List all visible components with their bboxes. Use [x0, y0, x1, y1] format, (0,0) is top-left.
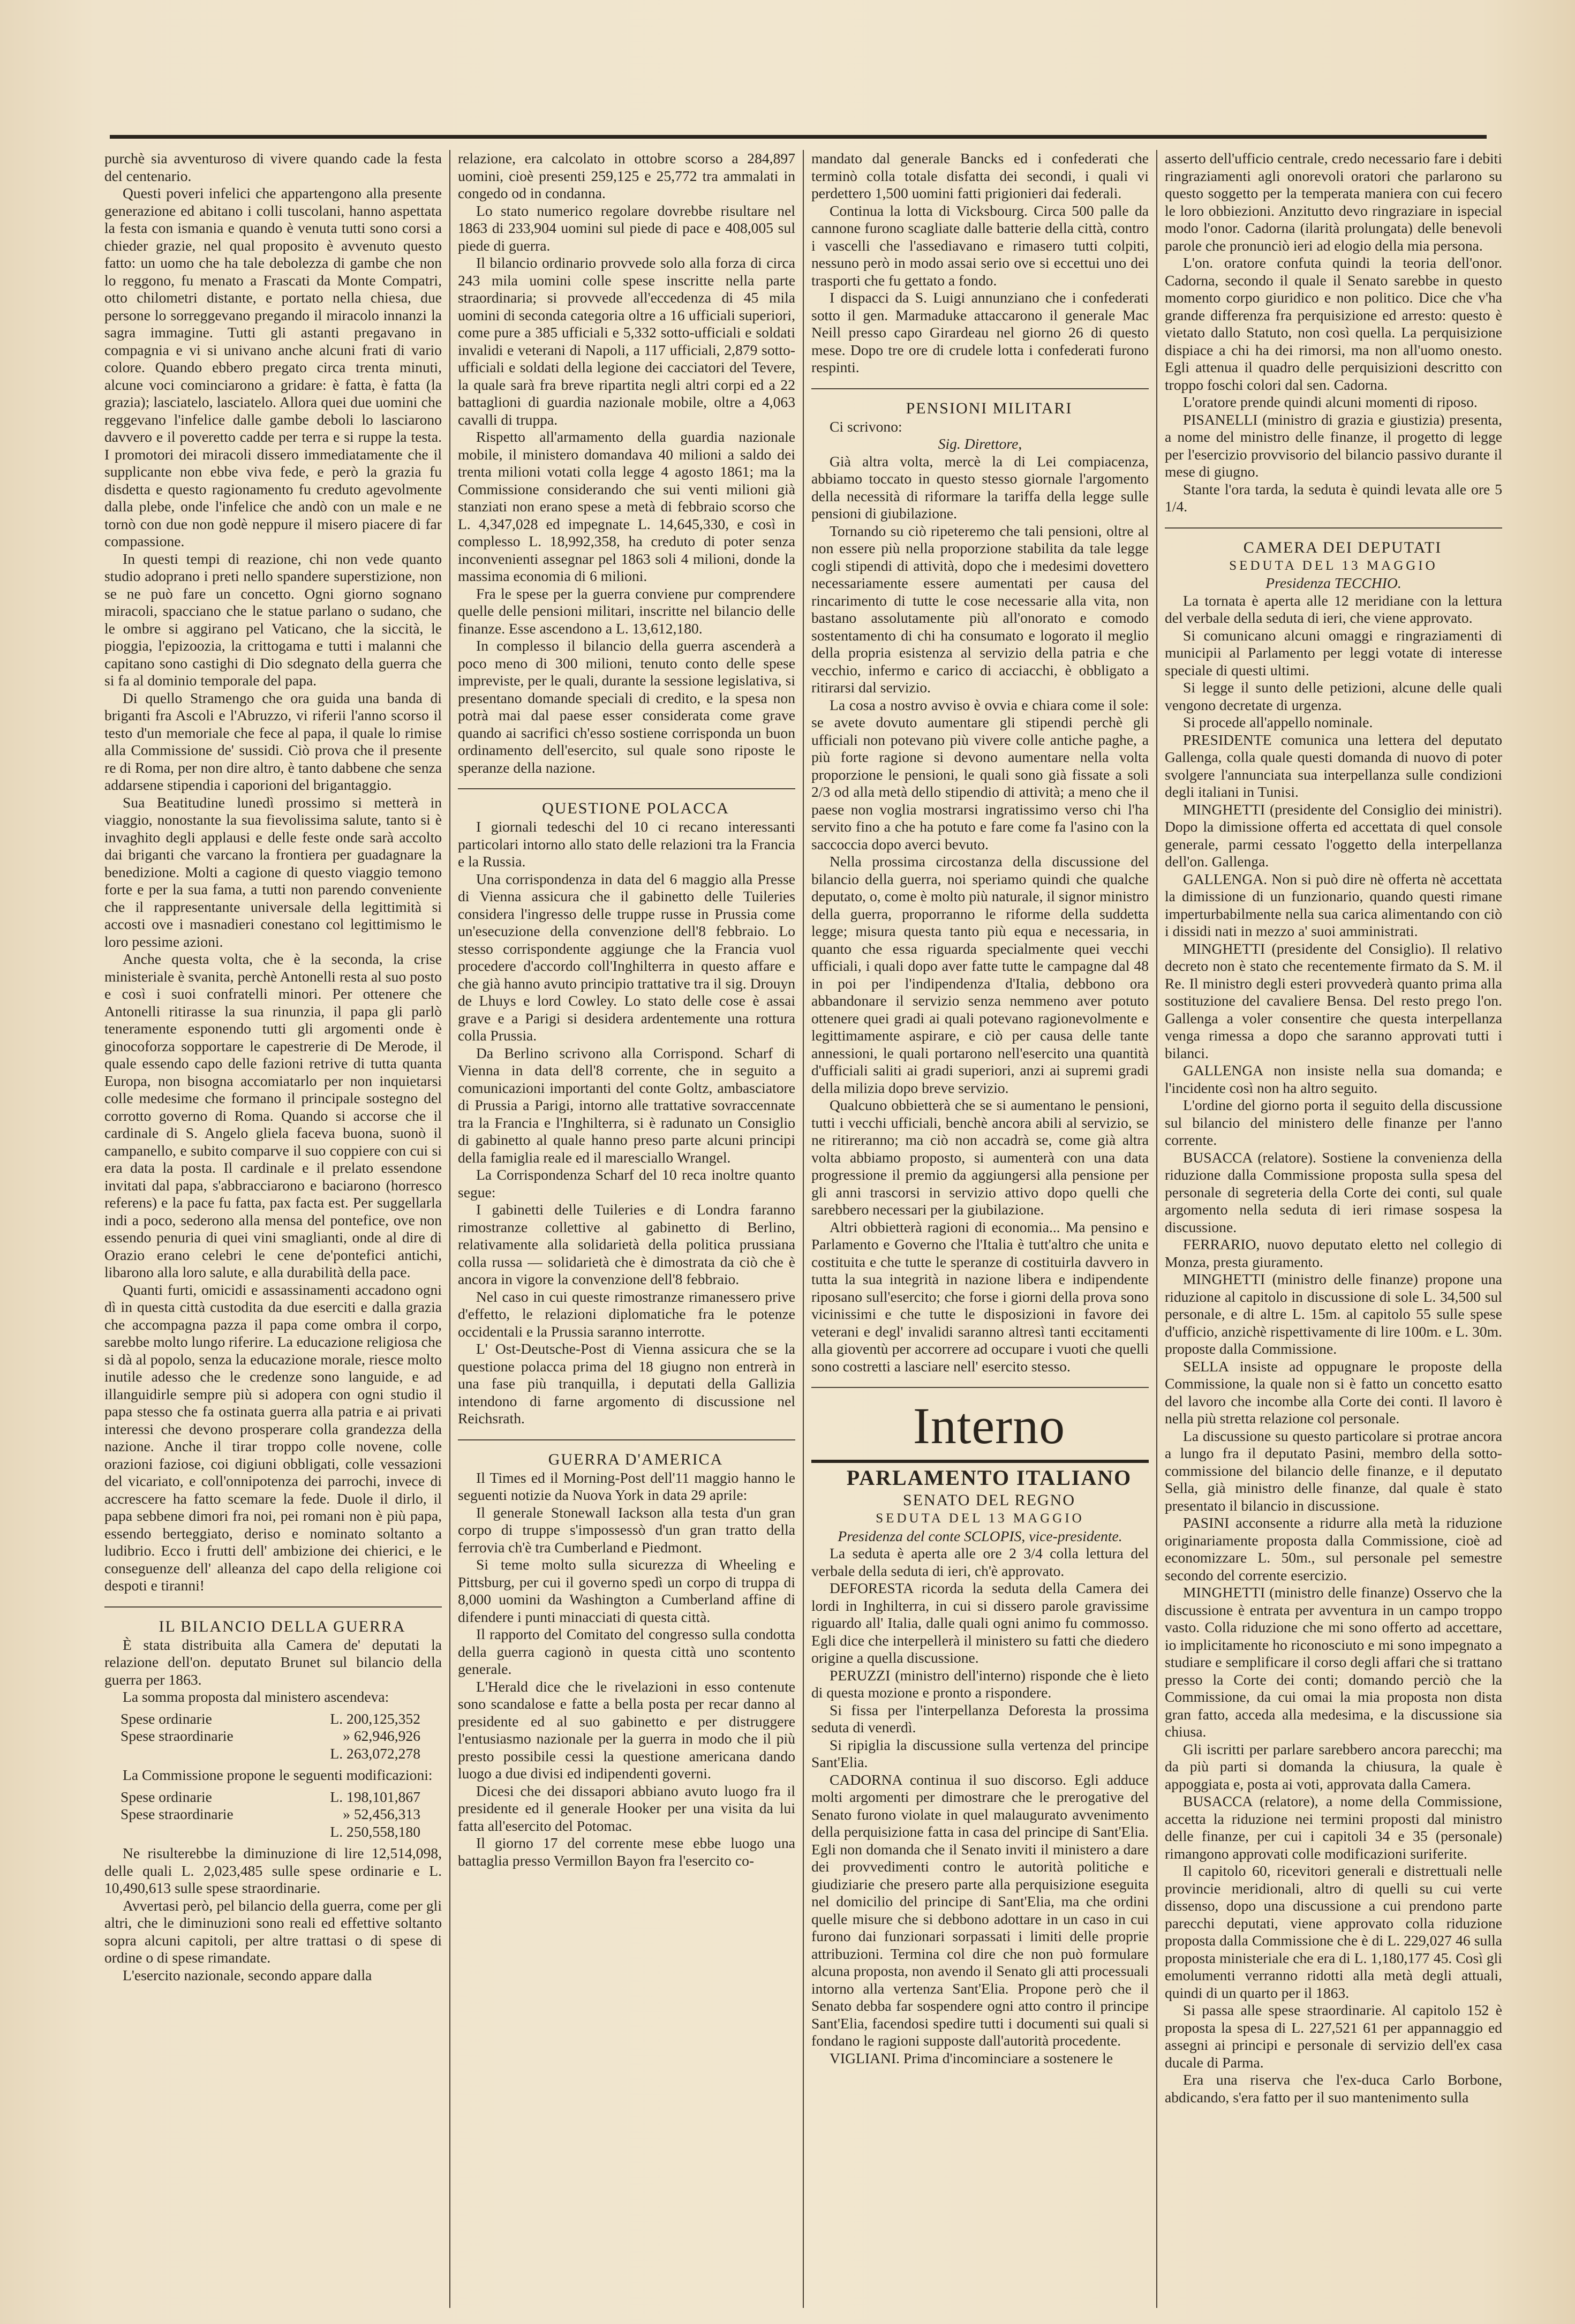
- column-divider: [803, 150, 804, 2308]
- paragraph: Qualcuno obbietterà che se si aumentano le pensioni, tutti i vecchi ufficiali, benchè ancora abili al servizio, se ne ritireranno; ma ciò non accadrà se, come già altra volta abbiamo proposto, si aumenterà con una data progressione il premio da aggiungersi alla pensione per gli anni trascorsi in servizio attivo dopo quelli che sarebbero necessari per la giubilazione.: [811, 1097, 1149, 1218]
- paragraph: È stata distribuita alla Camera de' deputati la relazione dell'on. deputato Brunet sul bilancio della guerra per 1863.: [104, 1636, 442, 1688]
- figures-row: Spese straordinarie » 62,946,926: [120, 1727, 420, 1744]
- paragraph: BUSACCA (relatore), a nome della Commissione, accetta la riduzione nei termini proposti dal ministro delle finanze, per cui i capitoli 34 e 35 (personale) rimangono approvati colle modificazioni suriferite.: [1165, 1793, 1502, 1862]
- paragraph: DEFORESTA ricorda la seduta della Camera dei lordi in Inghilterra, in cui si dissero parole gravissime riguardo all' Italia, dalle quali ogni animo fu commosso. Egli dice che interpellerà il ministero su fatti che diedero origine a quella discussione.: [811, 1580, 1149, 1666]
- paragraph: L'oratore prende quindi alcuni momenti di riposo.: [1183, 394, 1478, 410]
- paragraph: PERUZZI (ministro dell'interno) risponde che è lieto di questa mozione e pronto a rispondere.: [811, 1666, 1149, 1701]
- column-divider: [449, 150, 450, 2308]
- paragraph: La somma proposta dal ministero ascendeva:: [123, 1688, 389, 1705]
- section-title-interno: Interno: [913, 1397, 1066, 1454]
- paragraph: GALLENGA non insiste nella sua domanda; e l'incidente così non ha altro seguito.: [1165, 1062, 1502, 1096]
- paragraph: Si comunicano alcuni omaggi e ringraziamenti di municipii al Parlamento per leggi votate di interesse speciale di questi ultimi.: [1165, 627, 1502, 678]
- paragraph: MINGHETTI (ministro delle finanze) propone una riduzione al capitolo in discussione di sole L. 34,500 sul personale, e di altre L. 15m. al capitolo 55 sulle spese d'ufficio, anzichè rispettivamente di lire 100m. e L. 30m. proposte dalla Commissione.: [1165, 1271, 1502, 1357]
- paragraph: La cosa a nostro avviso è ovvia e chiara come il sole: se avete dovuto aumentare gli stipendi perchè gli ufficiali non potevano più vivere colle antiche paghe, a più forte ragione si devono aumentare nella volta proporzione le pensioni, le quali sono già fissate a soli 2/3 od alla metà dello stipendio di attività; a meno che il paese non voglia mostrarsi ingratissimo verso chi l'ha servito fino a che ha potuto e fare come fa l'asino con la saccoccia dopo averci bevuto.: [811, 696, 1149, 852]
- section-heading-polacca: QUESTIONE POLACCA: [542, 799, 729, 817]
- presidency: Presidenza del conte SCLOPIS, vice-presidente.: [838, 1527, 1122, 1544]
- paragraph: Il bilancio ordinario provvede solo alla forza di circa 243 mila uomini colle spese inscritte nella parte straordinaria; si provvede all'eccedenza di 45 mila uomini di seconda categoria oltre a 16 ufficiali superiori, come pure a 385 ufficiali e 5,332 sotto-ufficiali e soldati invalidi e veterani di Napoli, a 117 ufficiali, 2,879 sotto-ufficiali e soldati della legione dei cacciatori del Tevere, la quale sarà fra breve ripartita negli altri corpi ed a 22 battaglioni di guardia nazionale mobile, oltre a 4,063 cavalli di truppa.: [458, 254, 795, 428]
- paragraph: Era una riserva che l'ex-duca Carlo Borbone, abdicando, s'era fatto per il suo mantenimento sulla: [1165, 2071, 1502, 2106]
- section-divider: [104, 1606, 442, 1608]
- paragraph: La discussione su questo particolare si protrae ancora a lungo fra il deputato Pasini, membro della sotto-commissione del bilancio delle finanze, e il deputato Sella, già ministro delle finanze, dal quale è stato presentato il bilancio in discussione.: [1165, 1427, 1502, 1514]
- section-heading-america: GUERRA D'AMERICA: [548, 1450, 724, 1468]
- section-heading-pensioni: PENSIONI MILITARI: [906, 399, 1073, 417]
- paragraph: I dispacci da S. Luigi annunziano che i confederati sotto il gen. Marmaduke attaccarono il generale Mac Neill presso capo Girardeau nel giorno 26 di questo mese. Dopo tre ore di crudele lotta i confederati furono respinti.: [811, 289, 1149, 375]
- paragraph: Si procede all'appello nominale.: [1183, 714, 1373, 730]
- paragraph: Si fissa per l'interpellanza Deforesta la prossima seduta di venerdì.: [811, 1701, 1149, 1736]
- paragraph: I gabinetti delle Tuileries e di Londra faranno rimostranze collettive al gabinetto di Berlino, relativamente alla solidarietà della politica prussiana colla russa — solidarietà che è dimostrata da ciò che è ancora in vigore la convenzione dell'8 febbraio.: [458, 1201, 795, 1287]
- column-3: [811, 150, 1149, 2308]
- paragraph: L'Herald dice che le rivelazioni in esso contenute sono scandalose e fatte a bella posta per recar danno al presidente ed al suo gabinetto e per distruggere l'entusiasmo nazionale per la guerra in modo che il più presto possibile cessi la questione americana dando luogo a due divisi ed indipendenti governi.: [458, 1678, 795, 1782]
- paragraph: Questi poveri infelici che appartengono alla presente generazione ed abitano i colli tuscolani, hanno aspettata la festa con ismania e quando è venuta tutti sono corsi a chieder grazie, nel qual proposito è avvenuto questo fatto: un uomo che ha tale debolezza di gambe che non lo reggono, fu menato a Frascati da Monte Compatri, otto chilometri distante, e portato nella chiesa, due persone lo sorreggevano pregando il miracolo innanzi la sagra immagine. Tutti gli astanti pregavano in compagnia e vi si univano anche alcuni frati di vario colore. Quando ebbero pregato circa trenta minuti, alcune voci cominciarono a gridare: è fatta, è fatta (la grazia); lasciatelo, lasciatelo. Allora quei due uomini che reggevano l'infelice dalle gambe deboli lo lasciarono davvero e il poveretto cadde per terra e si ruppe la testa. I promotori dei miracoli dissero immediatamente che il supplicante non ebbe viva fede, e però la grazia fu disdetta e questo ragionamento fu creduto agevolmente dalla plebe, onde l'infelice che andò con un male e ne tornò con due non godè neppure il misero piacere di far compassione.: [104, 185, 442, 549]
- paragraph: Gli iscritti per parlare sarebbero ancora parecchi; ma da più parti si domanda la chiusura, la quale è appoggiata e, posta ai voti, approvata dalla Camera.: [1165, 1740, 1502, 1792]
- paragraph: relazione, era calcolato in ottobre scorso a 284,897 uomini, cioè presenti 259,125 e 25,772 tra ammalati in congedo od in condanna.: [458, 150, 795, 201]
- paragraph: L'ordine del giorno porta il seguito della discussione sul bilancio del ministero delle finanze per l'anno corrente.: [1165, 1097, 1502, 1148]
- paragraph: Si legge il sunto delle petizioni, alcune delle quali vengono decretate di urgenza.: [1165, 679, 1502, 713]
- figures-row: Spese ordinarie L. 200,125,352: [120, 1710, 420, 1727]
- paragraph: Rispetto all'armamento della guardia nazionale mobile, il ministero domandava 40 milioni a saldo dei trenta milioni votati colla legge 4 agosto 1861; ma la Commissione considerando che sui venti milioni già stanziati non erano spese a metà di febbraio scorso che L. 4,347,028 ed impegnate L. 14,645,330, e così in complesso L. 18,992,358, ha creduto di poter senza inconvenienti assegnar pel 1863 soli 4 milioni, donde la massima economia di 6 milioni.: [458, 428, 795, 584]
- top-rule: [110, 135, 1487, 139]
- seduta-date: SEDUTA DEL 13 MAGGIO: [876, 1511, 1084, 1526]
- paragraph: Il generale Stonewall Iackson alla testa d'un gran corpo di truppe s'impossessò d'un gran tratto della ferrovia ch'è tra Cumberland e Piedmont.: [458, 1504, 795, 1556]
- paragraph: Il giorno 17 del corrente mese ebbe luogo una battaglia presso Vermillon Bayon fra l'esercito co-: [458, 1835, 795, 1869]
- section-divider: [1165, 527, 1502, 529]
- paragraph: PASINI acconsente a ridurre alla metà la riduzione originariamente proposta dalla Commissione, cioè ad economizzare L. 50m., sul personale pel semestre secondo del corrente esercizio.: [1165, 1514, 1502, 1583]
- paragraph: Lo stato numerico regolare dovrebbe risultare nel 1863 di 233,904 uomini sul piede di pace e 408,005 sul piede di guerra.: [458, 202, 795, 254]
- paragraph: Da Berlino scrivono alla Corrispond. Scharf di Vienna in data dell'8 corrente, che in seguito a comunicazioni importanti del conte Goltz, ambasciatore di Prussia a Parigi, intorno alle trattative sovraccennate tra la Francia e l'Inghilterra, si è radunato un Consiglio di gabinetto al quale hanno preso parte alcuni principi della famiglia reale ed il maresciallo Wrangel.: [458, 1044, 795, 1166]
- seduta-date: SEDUTA DEL 13 MAGGIO: [1229, 558, 1438, 573]
- figures-total: L. 250,558,180: [330, 1823, 420, 1840]
- paragraph: L'esercito nazionale, secondo appare dalla: [123, 1966, 372, 1983]
- paragraph: purchè sia avventuroso di vivere quando cade la festa del centenario.: [104, 150, 442, 184]
- salutation: Sig. Direttore,: [938, 435, 1022, 452]
- paragraph: Continua la lotta di Vicksbourg. Circa 500 palle da cannone furono scagliate dalle batterie della città, contro i vascelli che l'assediavano e rimasero tutti colpiti, nessuno però in modo assai serio ove si eccettui uno dei trasporti che fu gettato a fondo.: [811, 202, 1149, 289]
- figures-table-ministero: [120, 1710, 442, 1763]
- column-1: [104, 150, 442, 2308]
- paragraph: Già altra volta, mercè la di Lei compiacenza, abbiamo toccato in questo stesso giornale l'argomento della necessità di riformare la tariffa della legge sulle pensioni di giubilazione.: [811, 452, 1149, 522]
- figures-row: Spese straordinarie » 52,456,313: [120, 1806, 420, 1822]
- paragraph: Una corrispondenza in data del 6 maggio alla Presse di Vienna assicura che il gabinetto delle Tuileries considera l'ingresso delle truppe russe in Prussia come un'esecuzione della convenzione dell'8 febbraio. Lo stesso corrispondente aggiunge che la Francia vuol procedere d'accordo coll'Inghilterra in questo affare e che già hanno avuto principio trattative tra il sig. Drouyn de Lhuys e lord Cowley. Lo stato delle cose è assai grave e a Parigi si desidera ardentemente una rottura colla Prussia.: [458, 870, 795, 1044]
- paragraph: Il Times ed il Morning-Post dell'11 maggio hanno le seguenti notizie da Nuova York in data 29 aprile:: [458, 1469, 795, 1503]
- heading-camera: CAMERA DEI DEPUTATI: [1243, 538, 1442, 556]
- paragraph: Il capitolo 60, ricevitori generali e distrettuali nelle provincie meridionali, altro di quelli su cui verte dissenso, dopo una discussione a cui prendono parte parecchi deputati, viene approvato colla riduzione proposta dalla Commissione che è di L. 229,027 46 sulla proposta ministeriale che era di L. 1,180,177 45. Così gli emolumenti verranno ridotti alla metà degli attuali, quindi di un quarto per il 1863.: [1165, 1862, 1502, 2001]
- section-divider: [458, 788, 795, 789]
- paragraph: L' Ost-Deutsche-Post di Vienna assicura che se la questione polacca prima del 18 giugno non entrerà in una fase più tranquilla, i deputati della Gallizia intendono di farne argomento di discussione nel Reichsrath.: [458, 1340, 795, 1427]
- paragraph: MINGHETTI (presidente del Consiglio). Il relativo decreto non è stato che recentemente firmato da S. M. il Re. Il ministro degli esteri provvederà quanto prima alla sostituzione del cavaliere Bensa. Del resto prego l'on. Gallenga a voler consentire che questa interpellanza venga rimessa a dopo che saranno approvati tutti i bilanci.: [1165, 940, 1502, 1061]
- paragraph: La Commissione propone le seguenti modificazioni:: [123, 1767, 433, 1783]
- paragraph: BUSACCA (relatore). Sostiene la convenienza della riduzione dalla Commissione proposta sulla spesa del personale di segreteria della Corte dei conti, sul quale argomento nella seduta di ieri rimase sospesa la discussione.: [1165, 1149, 1502, 1235]
- paragraph: PISANELLI (ministro di grazia e giustizia) presenta, a nome del ministro delle finanze, il progetto di legge per l'esercizio provvisorio del bilancio passivo durante il mese di giugno.: [1165, 411, 1502, 480]
- heading-parlamento: PARLAMENTO ITALIANO: [846, 1466, 1132, 1490]
- paragraph: PRESIDENTE comunica una lettera del deputato Gallenga, colla quale questi domanda di nuovo di poter svolgere l'annunciata sua interpellanza sulle condizioni degli italiani in Tunisi.: [1165, 731, 1502, 800]
- paragraph: I giornali tedeschi del 10 ci recano interessanti particolari intorno allo stato delle relazioni tra la Francia e la Russia.: [458, 818, 795, 870]
- paragraph: Altri obbietterà ragioni di economia... Ma pensino e Parlamento e Governo che l'Italia è tutt'altro che unita e costituita e che tutte le speranze di costituirla davvero in tutta la sua integrità in nazione libera e indipendente riposano sull'esercito; che forse i giorni della prova sono vicinissimi e che tutte le disposizioni in favore dei veterani e degl' invalidi saranno altresì tanti eccitamenti alla gioventù per accorrere ad occupare i vuoti che quelli sono costretti a lasciare nell' esercito stesso.: [811, 1218, 1149, 1375]
- paragraph: Nel caso in cui queste rimostranze rimanessero prive d'effetto, le relazioni diplomatiche fra le potenze occidentali e la Prussia saranno interrotte.: [458, 1288, 795, 1340]
- paragraph: GALLENGA. Non si può dire nè offerta nè accettata la dimissione di un funzionario, quando questi rimane imperturbabilmente nella sua carica alimentando con ciò i dissidi nati in mezzo a' suoi amministrati.: [1165, 870, 1502, 939]
- paragraph: Anche questa volta, che è la seconda, la crise ministeriale è svanita, perchè Antonelli resta al suo posto e così i suoi confratelli minori. Per ottenere che Antonelli ritirasse la sua rinunzia, il papa gli parlò teneramente esponendo tutti gli argomenti onde è ginocoforza sopportare le capestrerie di De Merode, il quale essendo capo delle fazioni retrive di tutta quanta Europa, non bisogna accomiatarlo per non inquietarsi colle medesime che formano il principale sostegno del corrotto governo di Roma. Quando si accorse che il cardinale di S. Angelo gliela faceva buona, suonò il campanello, e subito comparve il suo coppiere con cui si era data la posta. Il cardinale e il prelato essendone invitati dal papa, s'abbracciarono e baciarono (horresco referens) e la pace fu fatta, pax facta est. Per suggellarla indi a poco, sederono alla mensa del pontefice, ove non essendo penuria di quei vini smaglianti, onde al dire di Orazio erano celebri le cene de'pontefici antichi, libarono alla loro salute, e alla durabilità della pace.: [104, 950, 442, 1280]
- paragraph: Ci scrivono:: [830, 418, 902, 435]
- figures-row: Spese ordinarie L. 198,101,867: [120, 1788, 420, 1805]
- paragraph: Il rapporto del Comitato del congresso sulla condotta della guerra cagionò in questa città uno scontento generale.: [458, 1626, 795, 1677]
- column-divider: [1156, 150, 1157, 2308]
- section-divider: [811, 388, 1149, 389]
- section-divider: [811, 1387, 1149, 1388]
- double-rule: [811, 1460, 1149, 1463]
- paragraph: L'on. oratore confuta quindi la teoria dell'onor. Cadorna, secondo il quale il Senato sarebbe in questo momento corpo giuridico e non politico. Dice che v'ha grande differenza fra perquisizione ed arresto: questo è vietato dallo Statuto, non così quella. La perquisizione dispiace a chi ha dei rimorsi, ma non all'uomo onesto. Egli attenua il quadro delle perquisizioni descritto con troppo foschi colori dal sen. Cadorna.: [1165, 254, 1502, 393]
- paragraph: Avvertasi però, pel bilancio della guerra, come per gli altri, che le diminuzioni sono reali ed effettive soltanto sopra alcuni capitoli, per altre trattasi o di spese di ordine o di spese rimandate.: [104, 1897, 442, 1966]
- paragraph: In questi tempi di reazione, chi non vede quanto studio adoprano i preti nello spandere superstizione, non se ne può fare un concetto. Ogni giorno sognano miracoli, spacciano che le statue parlano o sudano, che le ombre si aggirano pel Vaticano, che la siccità, le pioggia, l'epizoozia, la crittogama e tutti i malanni che capitano sono castighi di Dio sdegnato della guerra che si fa al dominio temporale del papa.: [104, 550, 442, 689]
- paragraph: Tornando su ciò ripeteremo che tali pensioni, oltre al non essere più nella proporzione stabilita da tale legge cogli stipendi di attività, dopo che i medesimi dovettero necessariamente essere aumentati per causa del rincarimento di tutte le cose necessarie alla vita, non bastano assolutamente più all'onorato e comodo sostentamento di chi ha consumato e logorato il meglio della propria esistenza al servizio della patria e che vecchio, infermo e carico di acciacchi, è obbligato a ritirarsi dal servizio.: [811, 522, 1149, 696]
- paragraph: Quanti furti, omicidi e assassinamenti accadono ogni dì in questa città custodita da due eserciti e dalla grazia che accompagna pazza il papa come ombra il corpo, sarebbe molto lungo riferire. La educazione religiosa che si dà al popolo, senza la educazione morale, riesce molto inutile adesso che le credenze sono languide, e ad illanguidirle sempre più si adopera con ogni studio il papa stesso che fa ostinata guerra alla patria e ai privati interessi che devono prosperare colla grandezza della nazione. Anche il tirar troppo colle novene, colle orazioni faziose, coi digiuni obbligati, colle vessazioni del vicariato, e coll'onnipotenza dei parrochi, invece di accrescere ha fatto scemare la fede. Duole il dirlo, il papa sebbene dimori fra noi, pei romani non è più papa, essendo berteggiato, deriso e nominato soltanto a ludibrio. Ecco i frutti dell' ambizione dei chierici, e le conseguenze dell' alleanza del capo della religione coi despoti e tiranni!: [104, 1281, 442, 1594]
- paragraph: Si passa alle spese straordinarie. Al capitolo 152 è proposta la spesa di L. 227,521 61 per appannaggio ed assegni ai principi e personale di servizio dell'ex casa ducale di Parma.: [1165, 2002, 1502, 2071]
- paragraph: mandato dal generale Bancks ed i confederati che terminò colla totale disfatta dei secondi, i quali vi perdettero 1,500 uomini fatti prigionieri dai federali.: [811, 150, 1149, 201]
- heading-senato: SENATO DEL REGNO: [903, 1491, 1075, 1509]
- paragraph: Sua Beatitudine lunedì prossimo si metterà in viaggio, nonostante la sua fievolissima salute, tanto si è invaghito degli applausi e delle feste onde sarà accolto dai briganti che varcano la frontiera per guadagnare la benedizione. Molti a cagione di questo viaggio temono forte e per la sua fama, a tutti non parendo conveniente che il rappresentante universale della legittimità si accosti ove i masnadieri conestano col legittimismo le loro pessime azioni.: [104, 794, 442, 950]
- columns: [104, 150, 1502, 2308]
- paragraph: VIGLIANI. Prima d'incominciare a sostenere le: [830, 2049, 1113, 2066]
- paragraph: asserto dell'ufficio centrale, credo necessario fare i debiti ringraziamenti agli onorevoli oratori che parlarono su questo soggetto per la temperata maniera con cui fecero le loro obbiezioni. Anzitutto devo ringraziare in ispecial modo l'onor. Cadorna (ilarità prolungata) delle benevoli parole che pronunciò ieri ad elogio della mia persona.: [1165, 150, 1502, 254]
- paragraph: Ne risulterebbe la diminuzione di lire 12,514,098, delle quali L. 2,023,485 sulle spese ordinarie e L. 10,490,613 sulle spese straordinarie.: [104, 1845, 442, 1896]
- paragraph: Si ripiglia la discussione sulla vertenza del principe Sant'Elia.: [811, 1736, 1149, 1770]
- paragraph: MINGHETTI (presidente del Consiglio dei ministri). Dopo la dimissione offerta ed accettata di quel console generale, parmi cessato l'oggetto della interpellanza dell'on. Gallenga.: [1165, 801, 1502, 870]
- paragraph: Dicesi che dei dissapori abbiano avuto luogo fra il presidente ed il generale Hooker per una visita da lui fatta all'esercito del Potomac.: [458, 1782, 795, 1834]
- paragraph: Di quello Stramengo che ora guida una banda di briganti fra Ascoli e l'Abruzzo, vi riferii l'anno scorso il testo d'un memoriale che fece al papa, il quale lo rimise alla Commissione de' sussidi. Ciò prova che il presente re di Roma, per non dire altro, è tanto dabbene che senza addarsene stipendia i caporioni del brigantaggio.: [104, 689, 442, 793]
- paragraph: Fra le spese per la guerra conviene pur comprendere quelle delle pensioni militari, inscritte nel bilancio delle finanze. Esse ascendono a L. 13,612,180.: [458, 585, 795, 637]
- figures-total: L. 263,072,278: [330, 1745, 420, 1762]
- paragraph: FERRARIO, nuovo deputato eletto nel collegio di Monza, presta giuramento.: [1165, 1236, 1502, 1270]
- paragraph: Stante l'ora tarda, la seduta è quindi levata alle ore 5 1/4.: [1165, 480, 1502, 515]
- paragraph: SELLA insiste ad oppugnare le proposte della Commissione, la quale non si è fatto un concetto esatto del lavoro che incombe alla Corte dei conti. Il lavoro è nella più stretta relazione col personale.: [1165, 1357, 1502, 1427]
- paragraph: Si teme molto sulla sicurezza di Wheeling e Pittsburg, per cui il governo spedì un corpo di truppa di 8,000 uomini da Washington a Cumberland affine di difendere i punti minacciati di questa città.: [458, 1556, 795, 1625]
- figures-table-commissione: [120, 1789, 442, 1841]
- column-2: [458, 150, 795, 2308]
- column-4: [1165, 150, 1502, 2308]
- section-heading-bilancio: IL BILANCIO DELLA GUERRA: [159, 1617, 406, 1635]
- paragraph: Nella prossima circostanza della discussione del bilancio della guerra, noi speriamo quindi che qualche deputato, o, come è molto più naturale, il signor ministro della guerra, proporranno le riforme della suddetta legge; misura questa tanto più equa e necessaria, in quanto che essa riguarda specialmente quei vecchi ufficiali, i quali dopo aver fatte tutte le campagne dal 48 in poi per l'indipendenza d'Italia, debbono ora abbandonare il servizio senza nemmeno aver potuto ottenere quei gradi ai quali potevano ragionevolmente e legittimamente aspirare, e ciò per causa delle tante annessioni, le quali portarono nell'esercito una quantità d'ufficiali saliti ai gradi superiori, anzi ai supremi gradi della milizia dopo breve servizio.: [811, 853, 1149, 1096]
- paragraph: MINGHETTI (ministro delle finanze) Osservo che la discussione è entrata per avventura in un campo troppo vasto. Colla riduzione che mi sono offerto ad accettare, io implicitamente ho riconosciuto e mi sono impegnato a studiare e semplificare il corso degli affari che si trattano presso la Corte dei conti; domando perciò che la Commissione, da cui omai la mia proposta non dista gran fatto, acceda alla medesima, e la discussione sia chiusa.: [1165, 1584, 1502, 1740]
- paragraph: La seduta è aperta alle ore 2 3/4 colla lettura del verbale della seduta di ieri, ch'è approvato.: [811, 1545, 1149, 1579]
- paragraph: La tornata è aperta alle 12 meridiane con la lettura del verbale della seduta di ieri, che viene approvato.: [1165, 592, 1502, 626]
- paragraph: In complesso il bilancio della guerra ascenderà a poco meno di 300 milioni, tenuto conto delle spese impreviste, per le quali, durante la sessione legislativa, si presentano domande speciali di credito, e la spesa non potrà mai dal paese esser considerata come grave quando ai sacrifici ch'esso sostiene corrisponda un buon ordinamento dell'esercito, sul quale sono riposte le speranze della nazione.: [458, 637, 795, 776]
- presidency: Presidenza TECCHIO.: [1265, 575, 1401, 591]
- section-divider: [458, 1439, 795, 1440]
- paragraph: CADORNA continua il suo discorso. Egli adduce molti argomenti per dimostrare che le prerogative del Senato furono violate in quel malaugurato avvenimento della perquisizione fatta in casa del principe di Sant'Elia. Egli non domanda che il Senato inviti il ministero a dare dei provvedimenti contro le autorità politiche e giudiziarie che presero parte alla perquisizione eseguita nel domicilio del principe di Sant'Elia, ma che ordini quelle misure che si debbono adottare in un caso in cui furono dai funzionari sorpassati i limiti delle proprie attribuzioni. Termina col dire che non può formulare alcuna proposta, non avendo il Senato gli atti processuali intorno alla vertenza Sant'Elia. Propone però che il Senato debba far sospendere ogni atto contro il principe Sant'Elia, facendosi spedire tutti i documenti sui quali si fondano le ragioni supposte dall'autorità procedente.: [811, 1771, 1149, 2049]
- paragraph: La Corrispondenza Scharf del 10 reca inoltre quanto segue:: [458, 1166, 795, 1201]
